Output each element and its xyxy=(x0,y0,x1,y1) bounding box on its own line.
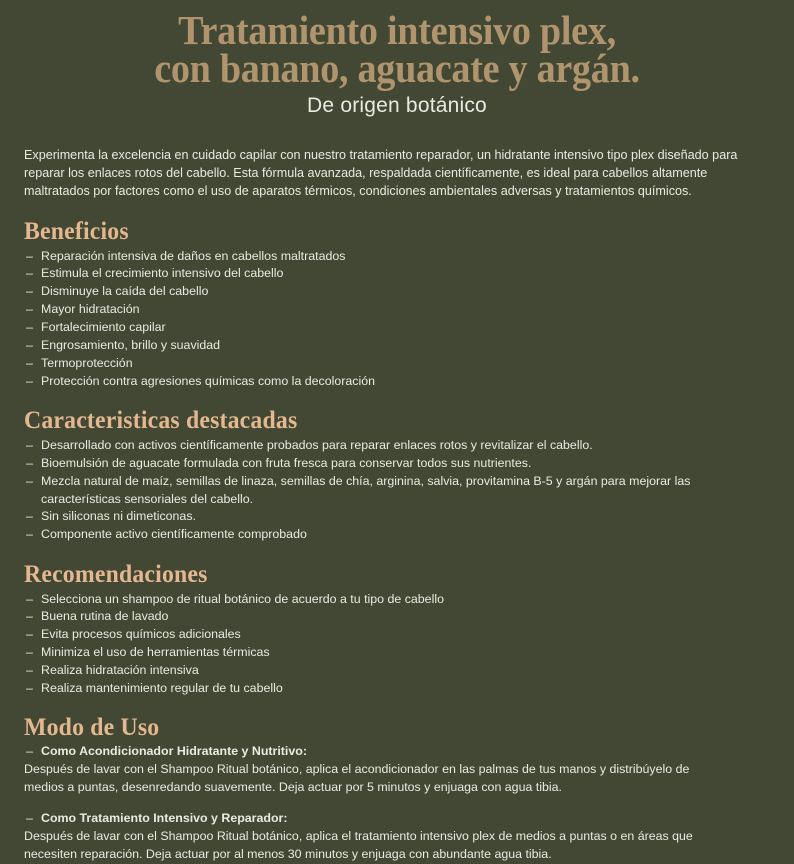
page-title xyxy=(28,7,766,91)
intro-paragraph: Experimenta la excelencia en cuidado capilar con nuestro tratamiento reparador, un hidratante intensivo tipo plex diseñado para reparar los enlaces rotos del cabello. Esta fórmula avanzada, respaldada científicamente, es ideal para cabellos altamente maltratados por factores como el uso de aparatos térmicos, condiciones ambientales adversas y tratamientos químicos. xyxy=(24,148,738,199)
list-item: – Mayor hidratación xyxy=(24,301,770,319)
list-item: – Selecciona un shampoo de ritual botánico de acuerdo a tu tipo de cabello xyxy=(24,591,770,609)
section-heading-beneficios: Beneficios xyxy=(24,218,129,246)
list-item: – Buena rutina de lavado xyxy=(24,608,770,626)
recomendaciones-list xyxy=(24,591,770,698)
list-item: – Componente activo científicamente comprobado xyxy=(24,526,770,544)
list-item: – Desarrollado con activos científicamente probados para reparar enlaces rotos y revitalizar el cabello. xyxy=(24,437,770,455)
list-item: – Minimiza el uso de herramientas térmicas xyxy=(24,644,770,662)
section-beneficios xyxy=(24,218,770,390)
section-caracteristicas xyxy=(24,407,770,544)
beneficios-list xyxy=(24,248,770,391)
modo-de-uso-block xyxy=(24,743,770,797)
poster-content xyxy=(0,147,794,863)
section-heading-caracteristicas: Caracteristicas destacadas xyxy=(24,407,298,435)
page-title-line-1: Tratamiento intensivo plex, xyxy=(178,7,616,53)
list-item: – Realiza hidratación intensiva xyxy=(24,662,770,680)
modo-de-uso-label: – Como Acondicionador Hidratante y Nutritivo: xyxy=(24,743,770,761)
modo-de-uso-text: Después de lavar con el Shampoo Ritual botánico, aplica el tratamiento intensivo plex de medios a puntas o en áreas que necesiten reparación. Deja actuar por al menos 30 minutos y enjuaga con abundante agua tibia. xyxy=(24,828,693,861)
modo-de-uso-block xyxy=(24,810,770,864)
list-item: – Mezcla natural de maíz, semillas de linaza, semillas de chía, arginina, salvia, provitamina B-5 y argán para mejorar las características sensoriales del cabello. xyxy=(24,473,770,509)
modo-de-uso-label: – Como Tratamiento Intensivo y Reparador: xyxy=(24,810,770,828)
list-item: – Evita procesos químicos adicionales xyxy=(24,626,770,644)
list-item: – Engrosamiento, brillo y suavidad xyxy=(24,337,770,355)
list-item: – Bioemulsión de aguacate formulada con fruta fresca para conservar todos sus nutrientes. xyxy=(24,455,770,473)
list-item: – Realiza mantenimiento regular de tu cabello xyxy=(24,680,770,698)
caracteristicas-list xyxy=(24,437,770,544)
list-item: – Protección contra agresiones químicas como la decoloración xyxy=(24,373,770,391)
list-item: – Fortalecimiento capilar xyxy=(24,319,770,337)
page-subtitle: De origen botánico xyxy=(307,94,487,118)
list-item: – Estimula el crecimiento intensivo del cabello xyxy=(24,265,770,283)
section-heading-modo-de-uso: Modo de Uso xyxy=(24,713,160,741)
section-modo-de-uso xyxy=(24,714,770,864)
list-item: – Disminuye la caída del cabello xyxy=(24,283,770,301)
list-item: – Termoprotección xyxy=(24,355,770,373)
page-title-line-2: con banano, aguacate y argán. xyxy=(154,44,640,91)
list-item: – Sin siliconas ni dimeticonas. xyxy=(24,508,770,526)
modo-de-uso-text: Después de lavar con el Shampoo Ritual botánico, aplica el acondicionador en las palmas de tus manos y distribúyelo de medios a puntas, desenredando suavemente. Deja actuar por 5 minutos y enjuaga con agua tibia. xyxy=(24,762,690,795)
section-recomendaciones xyxy=(24,561,770,698)
list-item: – Reparación intensiva de daños en cabellos maltratados xyxy=(24,248,770,266)
section-heading-recomendaciones: Recomendaciones xyxy=(24,561,208,589)
poster-header xyxy=(0,0,794,118)
